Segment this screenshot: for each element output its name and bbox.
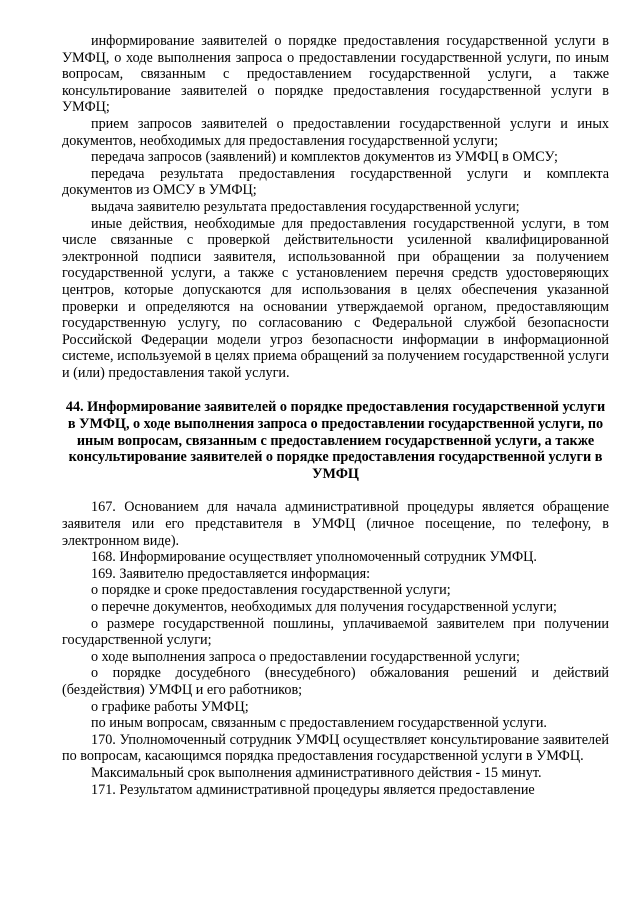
list-item: о порядке и сроке предоставления государственной услуги;: [91, 582, 451, 599]
paragraph: иные действия, необходимые для предоставления государственной услуги, в том числе связанные с проверкой действительности усиленной квалифицированной электронной подписи заявителя, использованной при обращении за получением государственной услуги, а также с установлением перечня средств удостоверяющих центров, которые допускаются для использования в целях обеспечения указанной проверки и определяются на основании утверждаемой органом, предоставляющим государственную услугу, по согласованию с Федеральной службой безопасности Российской Федерации модели угроз безопасности информации в информационной системе, используемой в целях приема обращений за получением государственной услуги и (или) предоставления такой услуги.: [62, 215, 609, 381]
document-page: [62, 33, 609, 798]
paragraph: 168. Информирование осуществляет уполномоченный сотрудник УМФЦ.: [91, 549, 537, 566]
list-item: о размере государственной пошлины, уплачиваемой заявителем при получении государственной услуги;: [62, 615, 609, 649]
paragraph: 170. Уполномоченный сотрудник УМФЦ осуществляет консультирование заявителей по вопросам, касающимся порядка предоставления государственной услуги в УМФЦ.: [62, 731, 609, 765]
list-item: по иным вопросам, связанным с предоставлением государственной услуги.: [91, 715, 547, 732]
paragraph: 167. Основанием для начала административной процедуры является обращение заявителя или его представителя в УМФЦ (личное посещение, по телефону, в электронном виде).: [62, 499, 609, 549]
list-item: о графике работы УМФЦ;: [91, 698, 249, 715]
paragraph: выдача заявителю результата предоставления государственной услуги;: [91, 198, 520, 215]
paragraph: 169. Заявителю предоставляется информация:: [91, 565, 371, 582]
paragraph: передача запросов (заявлений) и комплектов документов из УМФЦ в ОМСУ;: [91, 149, 558, 166]
section-heading: 44. Информирование заявителей о порядке предоставления государственной услуги в УМФЦ, о ходе выполнения запроса о предоставлении государственной услуги, по иным вопросам, связанным с предоставлением государственной услуги, а также консультирование заявителей о порядке предоставления государственной услуги в УМФЦ: [65, 399, 606, 482]
paragraph: Максимальный срок выполнения административного действия - 15 минут.: [91, 764, 542, 781]
paragraph: 171. Результатом административной процедуры является предоставление: [91, 781, 535, 798]
list-item: о перечне документов, необходимых для получения государственной услуги;: [91, 599, 557, 615]
paragraph: прием запросов заявителей о предоставлении государственной услуги и иных документов, необходимых для предоставления государственной услуги;: [62, 115, 609, 149]
list-item: о порядке досудебного (внесудебного) обжалования решений и действий (бездействия) УМФЦ и его работников;: [62, 665, 609, 698]
list-item: о ходе выполнения запроса о предоставлении государственной услуги;: [91, 648, 520, 665]
paragraph: информирование заявителей о порядке предоставления государственной услуги в УМФЦ, о ходе выполнения запроса о предоставлении государственной услуги, по иным вопросам, связанным с предоставлением государственной услуги, а также консультирование заявителей о порядке предоставления государственной услуги в УМФЦ;: [62, 33, 609, 116]
paragraph: передача результата предоставления государственной услуги и комплекта документов из ОМСУ в УМФЦ;: [62, 165, 609, 199]
